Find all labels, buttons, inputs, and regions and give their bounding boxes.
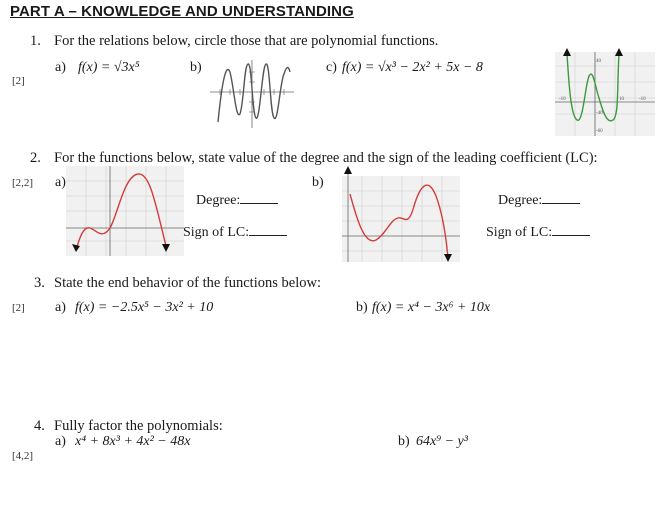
q3-a-label: a) xyxy=(55,300,66,315)
q2-b-degree-label xyxy=(498,191,580,209)
q1-graph-tick-right-inner: 10 xyxy=(619,97,624,102)
q2-number: 2. xyxy=(30,150,41,166)
q1-c-expression: f(x) = √x³ − 2x² + 5x − 8 xyxy=(342,60,483,75)
q4-number: 4. xyxy=(34,418,45,434)
q3-marks: [2] xyxy=(12,302,25,314)
q2-a-label: a) xyxy=(55,175,66,190)
q4-marks: [4,2] xyxy=(12,450,34,462)
q4-b-expression: 64x⁹ − y³ xyxy=(416,434,468,449)
q3-number: 3. xyxy=(34,275,45,291)
q2-b-label: b) xyxy=(312,175,324,190)
q2-prompt: For the functions below, state value of the degree and the sign of the leading coefficient (LC): xyxy=(54,150,598,166)
q4-b-label: b) xyxy=(398,434,410,449)
q3-b-expression: f(x) = x⁴ − 3x⁶ + 10x xyxy=(372,300,491,315)
q2-b-sign-text: Sign of LC: xyxy=(486,225,553,240)
q1-graph-tick-right-outer: -10 xyxy=(639,97,646,102)
q2-b-degree-blank[interactable] xyxy=(542,191,580,204)
q1-marks: [2] xyxy=(12,75,25,87)
q2-b-sign-label xyxy=(486,223,590,241)
q2-b-graph xyxy=(342,166,460,262)
q1-graph-tick-top: 40 xyxy=(596,59,601,64)
q1-prompt: For the relations below, circle those that are polynomial functions. xyxy=(54,33,439,49)
q1-b-label: b) xyxy=(190,60,202,75)
q2-marks: [2,2] xyxy=(12,177,34,189)
q2-b-sign-blank[interactable] xyxy=(552,223,590,236)
q2-a-sign-label xyxy=(183,223,287,241)
q3-a-expression: f(x) = −2.5x⁵ − 3x² + 10 xyxy=(75,300,214,315)
q2-a-degree-label xyxy=(196,191,278,209)
q4-a-expression: x⁴ + 8x³ + 4x² − 48x xyxy=(75,434,191,449)
q1-graph-tick-left: -10 xyxy=(559,97,566,102)
q1-number: 1. xyxy=(30,33,41,49)
q1-a-label: a) xyxy=(55,60,66,75)
q1-graph-tick-bottom: -60 xyxy=(596,129,603,134)
q2-a-degree-text: Degree: xyxy=(196,193,241,208)
q2-a-degree-blank[interactable] xyxy=(240,191,278,204)
q1-graph-tick-bottom-inner: -40 xyxy=(596,111,603,116)
q1-right-graph xyxy=(555,46,655,138)
q4-a-label: a) xyxy=(55,434,66,449)
q2-b-degree-text: Degree: xyxy=(498,193,543,208)
q1-c-label: c) xyxy=(326,60,337,75)
q1-b-relation-graph xyxy=(208,52,296,130)
q2-a-sign-blank[interactable] xyxy=(249,223,287,236)
q2-a-sign-text: Sign of LC: xyxy=(183,225,250,240)
q1-a-expression: f(x) = √3x⁵ xyxy=(78,60,140,75)
q3-prompt: State the end behavior of the functions below: xyxy=(54,275,321,291)
section-title: PART A – KNOWLEDGE AND UNDERSTANDING xyxy=(10,3,354,20)
q3-b-label: b) xyxy=(356,300,368,315)
q2-a-graph xyxy=(66,166,184,256)
q4-prompt: Fully factor the polynomials: xyxy=(54,418,223,434)
